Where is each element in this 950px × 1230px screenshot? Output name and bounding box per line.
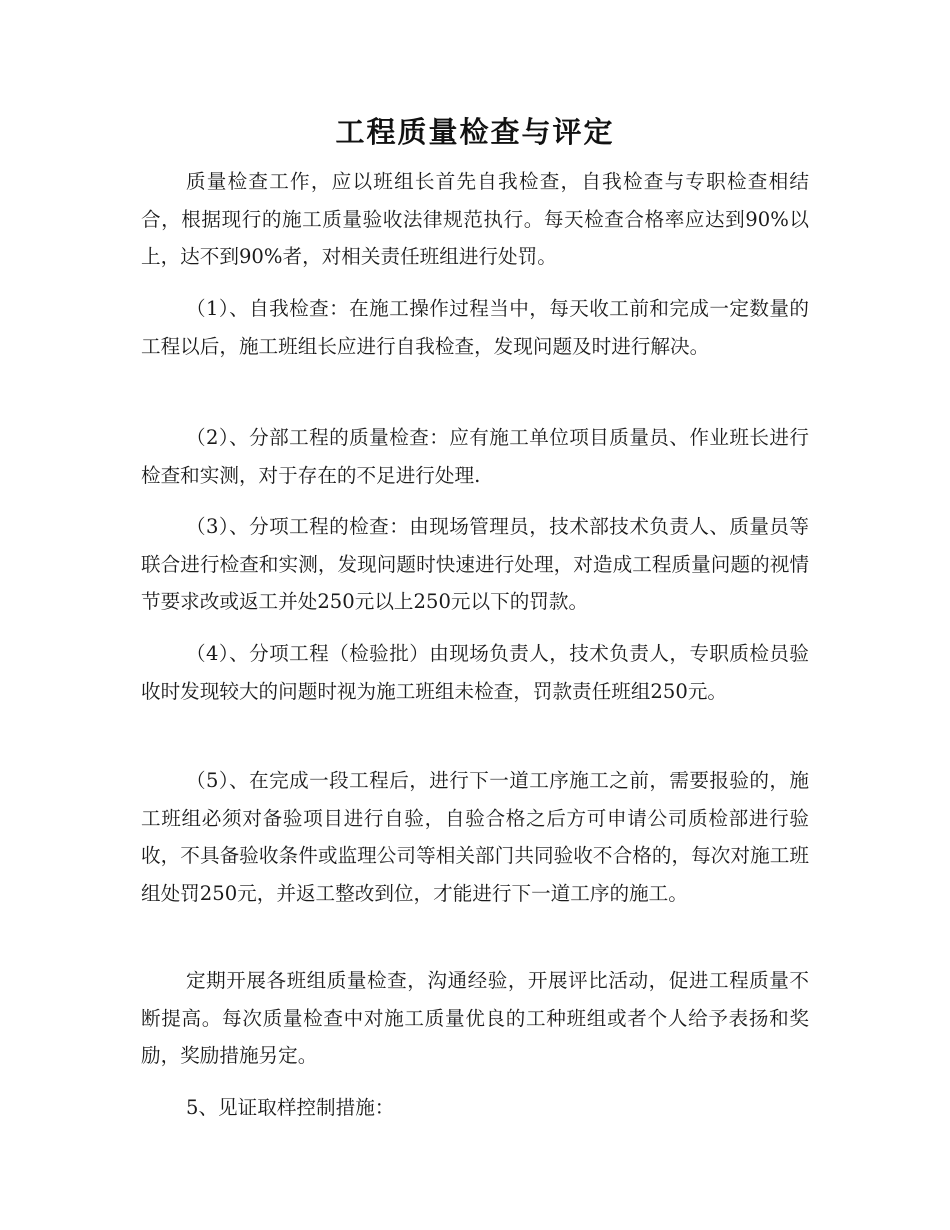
paragraph-process-acceptance: （5）、在完成一段工程后，进行下一道工序施工之前，需要报验的，施工班组必须对备验项目进行自验，自验合格之后方可申请公司质检部进行验收，不具备验收条件或监理公司等相关部门共同验收不合格的，每次对施工班组处罚250元，并返工整改到位，才能进行下一道工序的施工。	[141, 769, 809, 905]
paragraph-self-inspection: （1）、自我检查：在施工操作过程当中，每天收工前和完成一定数量的工程以后，施工班组长应进行自我检查，发现问题及时进行解决。	[141, 297, 809, 358]
paragraph-regular-inspection: 定期开展各班组质量检查，沟通经验，开展评比活动，促进工程质量不断提高。每次质量检查中对施工质量优良的工种班组或者个人给予表扬和奖励，奖励措施另定。	[141, 969, 809, 1067]
paragraph-division-inspection: （2）、分部工程的质量检查：应有施工单位项目质量员、作业班长进行检查和实测，对于存在的不足进行处理.	[141, 426, 809, 487]
paragraph-subitem-inspection: （3）、分项工程的检查：由现场管理员，技术部技术负责人、质量员等联合进行检查和实测，发现问题时快速进行处理，对造成工程质量问题的视情节要求改或返工并处250元以上250元以下的罚款。	[141, 515, 809, 613]
section-heading-witness-sampling: 5、见证取样控制措施：	[186, 1096, 395, 1119]
document-title: 工程质量检查与评定	[335, 115, 615, 149]
paragraph-inspection-lot: （4）、分项工程（检验批）由现场负责人，技术负责人，专职质检员验收时发现较大的问题时视为施工班组未检查，罚款责任班组250元。	[141, 642, 809, 703]
paragraph-intro: 质量检查工作，应以班组长首先自我检查，自我检查与专职检查相结合，根据现行的施工质量验收法律规范执行。每天检查合格率应达到90%以上，达不到90%者，对相关责任班组进行处罚。	[141, 170, 809, 268]
